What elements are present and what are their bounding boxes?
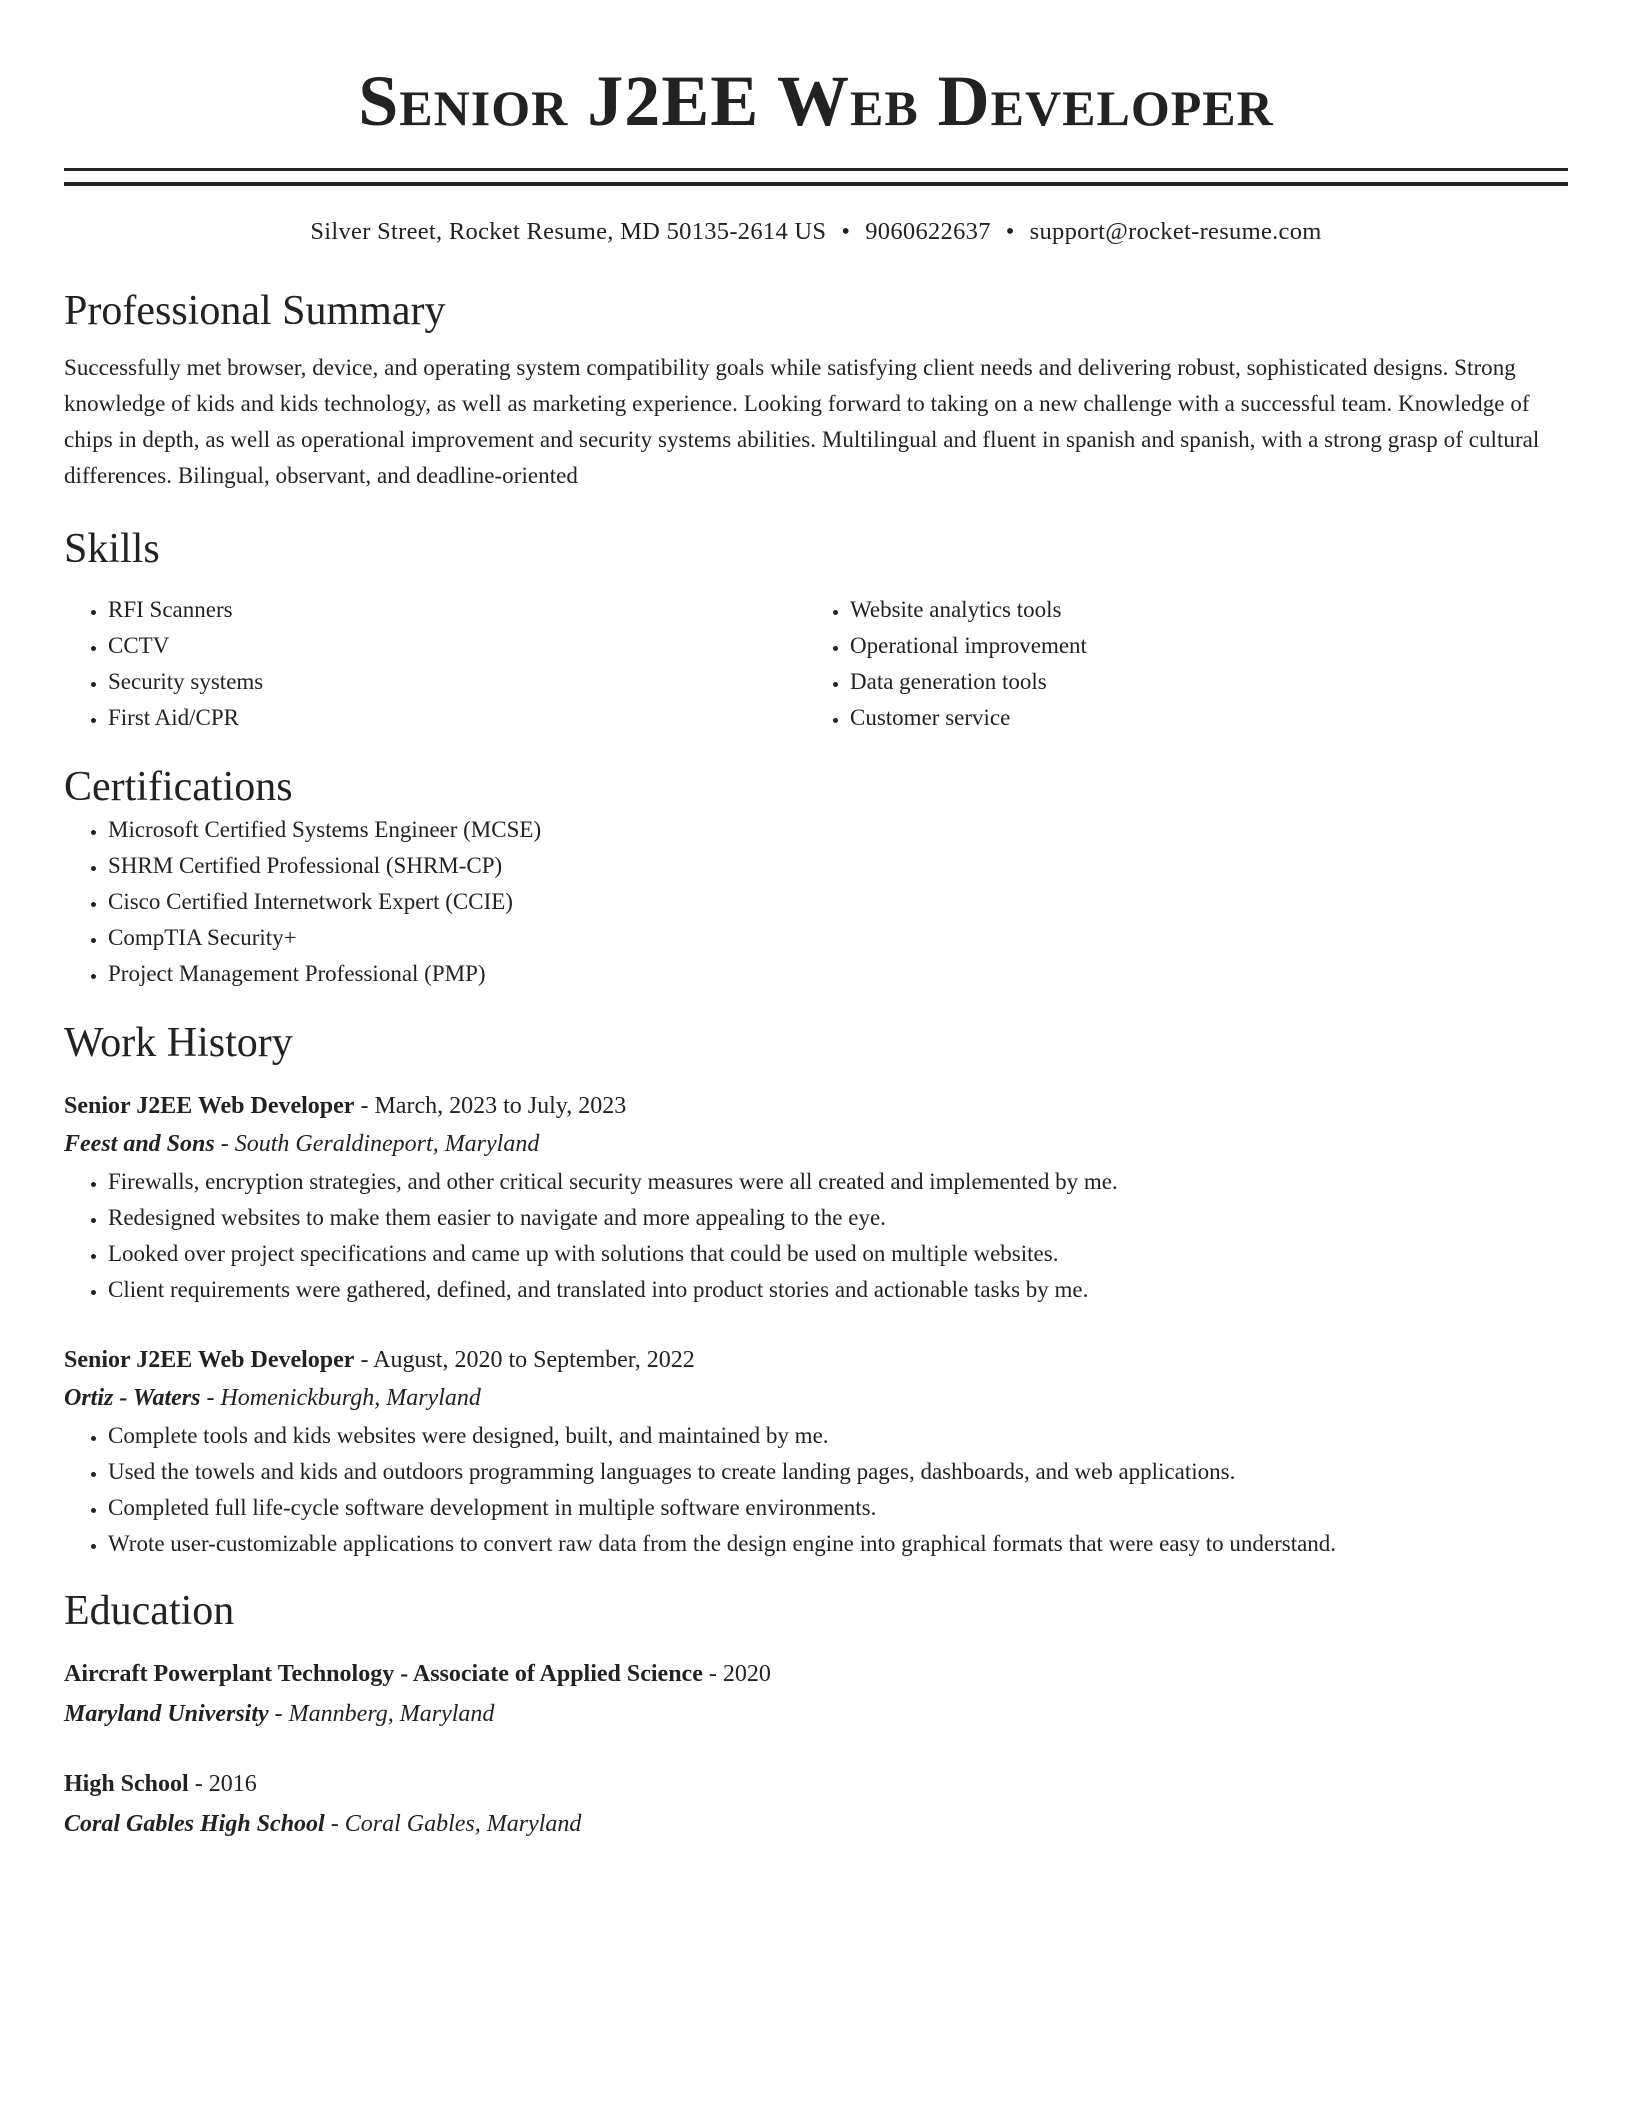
education-header: Aircraft Powerplant Technology - Associate of Applied Science - 2020 (64, 1661, 771, 1687)
skill-item: • RFI Scanners (108, 592, 806, 628)
certification-item: • CompTIA Security+ (108, 920, 1568, 956)
certification-item: • SHRM Certified Professional (SHRM-CP) (108, 848, 1568, 884)
contact-line (64, 216, 1568, 248)
skill-item: • Customer service (850, 700, 1548, 736)
education-heading: Education (64, 1588, 235, 1634)
contact-phone: 9060622637 (865, 218, 991, 245)
certifications-list (64, 812, 1568, 992)
skills-column-left (64, 592, 806, 736)
skill-item: • Website analytics tools (850, 592, 1548, 628)
education-year: 2016 (208, 1771, 257, 1797)
job-employer-line: Feest and Sons - South Geraldineport, Maryland (64, 1131, 540, 1157)
job-employer-line: Ortiz - Waters - Homenickburgh, Maryland (64, 1385, 481, 1411)
job-duties-list (64, 1418, 1568, 1562)
skill-item: • Security systems (108, 664, 806, 700)
contact-separator: • (1005, 218, 1015, 245)
job-company: Feest and Sons (64, 1131, 215, 1157)
job-duty-item: • Wrote user-customizable applications to convert raw data from the design engine into graphical formats that were easy to understand. (108, 1526, 1568, 1562)
job-title: Senior J2EE Web Developer (64, 1093, 355, 1119)
title-divider (64, 168, 1568, 186)
skill-item: • Data generation tools (850, 664, 1548, 700)
job-location: Homenickburgh, Maryland (220, 1385, 481, 1411)
education-degree: High School (64, 1771, 189, 1797)
job-location: South Geraldineport, Maryland (234, 1131, 540, 1157)
resume-page (64, 0, 1568, 1844)
job-duties-list (64, 1164, 1568, 1308)
job-dates: March, 2023 to July, 2023 (374, 1093, 627, 1119)
education-year: 2020 (722, 1661, 771, 1687)
education-entry (64, 1654, 1568, 1734)
contact-email: support@rocket-resume.com (1029, 218, 1322, 245)
job-entry (64, 1088, 1568, 1308)
page-title: Senior J2EE Web Developer (358, 61, 1274, 141)
contact-address: Silver Street, Rocket Resume, MD 50135-2614 US (310, 218, 827, 245)
certification-item: • Microsoft Certified Systems Engineer (MCSE) (108, 812, 1568, 848)
job-duty-item: • Looked over project specifications and came up with solutions that could be used on multiple websites. (108, 1236, 1568, 1272)
education-header: High School - 2016 (64, 1771, 257, 1797)
education-location: Coral Gables, Maryland (344, 1811, 582, 1837)
skill-item: • Operational improvement (850, 628, 1548, 664)
job-header: Senior J2EE Web Developer - March, 2023 to July, 2023 (64, 1093, 627, 1119)
job-entry (64, 1342, 1568, 1562)
education-entry (64, 1764, 1568, 1844)
skill-item: • First Aid/CPR (108, 700, 806, 736)
skills-column-right (806, 592, 1548, 736)
skill-item: • CCTV (108, 628, 806, 664)
summary-text: Successfully met browser, device, and operating system compatibility goals while satisfying client needs and delivering robust, sophisticated designs. Strong knowledge of kids and kids technology, as well as marketing experience. Looking forward to taking on a new challenge with a successful team. Knowledge of chips in depth, as well as operational improvement and security systems abilities. Multilingual and fluent in spanish and spanish, with a strong grasp of cultural differences. Bilingual, observant, and deadline-oriented (64, 355, 1540, 488)
certification-item: • Cisco Certified Internetwork Expert (CCIE) (108, 884, 1568, 920)
job-duty-item: • Completed full life-cycle software development in multiple software environments. (108, 1490, 1568, 1526)
certifications-heading: Certifications (64, 764, 293, 810)
job-header: Senior J2EE Web Developer - August, 2020 to September, 2022 (64, 1347, 695, 1373)
job-duty-item: • Client requirements were gathered, defined, and translated into product stories and actionable tasks by me. (108, 1272, 1568, 1308)
job-dates: August, 2020 to September, 2022 (373, 1347, 695, 1373)
job-duty-item: • Complete tools and kids websites were designed, built, and maintained by me. (108, 1418, 1568, 1454)
education-location: Mannberg, Maryland (288, 1701, 495, 1727)
contact-separator: • (841, 218, 851, 245)
job-company: Ortiz - Waters (64, 1385, 201, 1411)
job-duty-item: • Used the towels and kids and outdoors programming languages to create landing pages, dashboards, and web applications. (108, 1454, 1568, 1490)
work-history-heading: Work History (64, 1020, 293, 1066)
summary-heading: Professional Summary (64, 288, 446, 334)
job-title: Senior J2EE Web Developer (64, 1347, 355, 1373)
education-school-line: Maryland University - Mannberg, Maryland (64, 1701, 495, 1727)
education-school-line: Coral Gables High School - Coral Gables, Maryland (64, 1811, 582, 1837)
education-degree: Aircraft Powerplant Technology - Associate of Applied Science (64, 1661, 703, 1687)
job-duty-item: • Firewalls, encryption strategies, and other critical security measures were all created and implemented by me. (108, 1164, 1568, 1200)
skills-heading: Skills (64, 526, 160, 572)
education-school: Coral Gables High School (64, 1811, 325, 1837)
certification-item: • Project Management Professional (PMP) (108, 956, 1568, 992)
job-duty-item: • Redesigned websites to make them easier to navigate and more appealing to the eye. (108, 1200, 1568, 1236)
education-school: Maryland University (64, 1701, 269, 1727)
skills-grid (64, 592, 1568, 736)
